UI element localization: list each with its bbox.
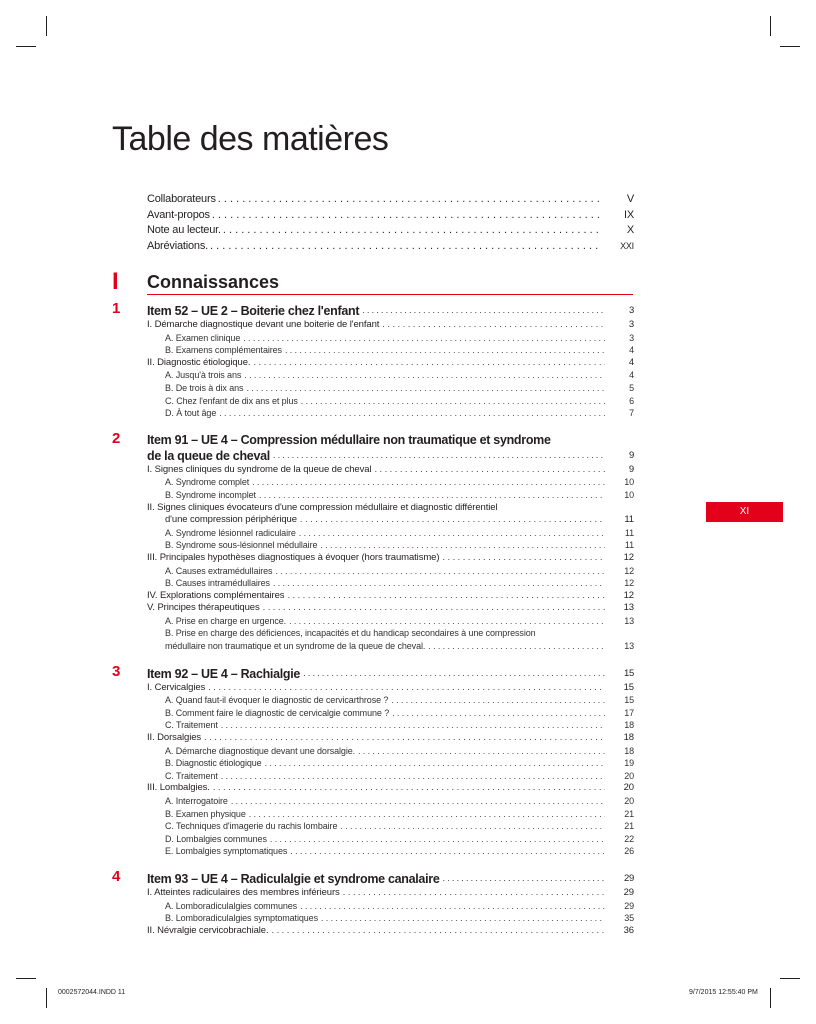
toc-entry-page: 12 bbox=[623, 551, 634, 563]
toc-entry-label: II. Dorsalgies bbox=[147, 732, 202, 744]
spacer bbox=[147, 653, 634, 666]
dot-leader bbox=[289, 615, 605, 628]
dot-leader bbox=[259, 489, 605, 502]
dot-leader bbox=[320, 539, 605, 552]
dot-leader bbox=[321, 912, 605, 925]
dot-leader bbox=[300, 900, 605, 913]
dot-leader bbox=[213, 782, 605, 795]
dot-leader bbox=[300, 514, 605, 527]
toc-entry-label: A. Syndrome lésionnel radiculaire bbox=[165, 527, 296, 538]
chapter-number: 2 bbox=[112, 429, 121, 447]
toc-entry-label: C. Techniques d'imagerie du rachis lombaire bbox=[165, 821, 338, 832]
toc-entry-label: D. Lombalgies communes bbox=[165, 833, 267, 844]
chapter-title-line: Item 91 – UE 4 – Compression médullaire non traumatique et syndrome bbox=[147, 432, 551, 447]
toc-entry-page: 29 bbox=[624, 872, 634, 884]
toc-entry-label: A. Jusqu'à trois ans bbox=[165, 370, 242, 381]
front-matter-entry[interactable] bbox=[147, 209, 634, 225]
chapter-title[interactable] bbox=[147, 448, 634, 464]
dot-leader bbox=[244, 369, 605, 382]
dot-leader bbox=[231, 795, 605, 808]
front-matter-label: Avant-propos bbox=[147, 208, 210, 221]
toc-entry-label: de la queue de cheval bbox=[147, 448, 270, 463]
dot-leader bbox=[246, 382, 605, 395]
dot-leader bbox=[299, 527, 605, 540]
chapter-number: 3 bbox=[112, 662, 121, 680]
toc-entry-page: 18 bbox=[624, 720, 634, 731]
toc-entry[interactable] bbox=[147, 489, 634, 502]
toc-entry-page: 36 bbox=[623, 924, 634, 936]
toc-entry[interactable] bbox=[147, 369, 634, 382]
dot-leader bbox=[428, 640, 605, 653]
toc-entry-label: I. Signes cliniques du syndrome de la queue de cheval bbox=[147, 463, 372, 475]
toc-entry-page: 3 bbox=[628, 319, 634, 330]
toc-entry[interactable] bbox=[147, 565, 634, 578]
page-title: Table des matières bbox=[112, 120, 389, 158]
chapter-number: 1 bbox=[112, 300, 121, 317]
dot-leader bbox=[442, 871, 605, 887]
front-matter-entry[interactable] bbox=[147, 240, 634, 256]
toc-entry-label: A. Syndrome complet bbox=[165, 477, 250, 488]
toc-entry-page: 10 bbox=[624, 477, 634, 488]
toc-entry[interactable] bbox=[147, 887, 634, 900]
chapter-title[interactable] bbox=[147, 303, 634, 319]
toc-entry[interactable] bbox=[147, 795, 634, 808]
dot-leader bbox=[253, 357, 605, 370]
chapter-number: 4 bbox=[112, 867, 121, 885]
dot-leader bbox=[273, 577, 605, 590]
toc-entry-label: Item 93 – UE 4 – Radiculalgie et syndrome canalaire bbox=[147, 871, 440, 886]
dot-leader bbox=[221, 719, 605, 732]
toc-entry-page: 11 bbox=[624, 514, 634, 526]
dot-leader bbox=[272, 925, 605, 938]
toc-entry[interactable] bbox=[147, 925, 634, 938]
toc-entry-page: 17 bbox=[624, 707, 634, 718]
toc-entry-label: D. À tout âge bbox=[165, 408, 217, 419]
crop-mark bbox=[780, 978, 800, 979]
toc-entry-page: 22 bbox=[624, 833, 634, 844]
toc-entry-page: 35 bbox=[624, 913, 634, 924]
dot-leader bbox=[442, 552, 605, 565]
dot-leader bbox=[374, 464, 605, 477]
toc-entry[interactable] bbox=[147, 782, 634, 795]
front-matter-page: X bbox=[626, 224, 634, 236]
front-matter-page: V bbox=[626, 193, 634, 205]
toc-entry[interactable] bbox=[147, 694, 634, 707]
dot-leader bbox=[219, 407, 605, 420]
toc-entry-label: IV. Explorations complémentaires bbox=[147, 589, 285, 601]
toc-entry-label: E. Lombalgies symptomatiques bbox=[165, 846, 288, 857]
toc-entry-page: 5 bbox=[629, 382, 634, 393]
dot-leader bbox=[263, 602, 605, 615]
footer-file-info: 0002572044.INDD 11 bbox=[58, 989, 126, 996]
toc-entry-label: A. Examen clinique bbox=[165, 332, 241, 343]
toc-entry-page: 29 bbox=[623, 886, 634, 898]
toc-entry[interactable] bbox=[147, 820, 634, 833]
toc-entry-page: 26 bbox=[624, 846, 634, 857]
toc-entry-label: B. Comment faire le diagnostic de cervicalgie commune ? bbox=[165, 707, 390, 718]
dot-leader bbox=[243, 332, 605, 345]
toc-entry[interactable] bbox=[147, 912, 634, 925]
toc-entry-label: médullaire non traumatique et un syndrome de la queue de cheval. bbox=[165, 641, 426, 652]
dot-leader bbox=[223, 224, 602, 236]
toc-entry[interactable] bbox=[147, 590, 634, 603]
toc-entry-line: II. Signes cliniques évocateurs d'une compression médullaire et diagnostic différentiel bbox=[147, 501, 498, 513]
toc-entry[interactable] bbox=[147, 682, 634, 695]
toc-entry[interactable] bbox=[147, 357, 634, 370]
toc-entry[interactable] bbox=[147, 319, 634, 332]
toc-entry[interactable] bbox=[147, 527, 634, 540]
chapter-item bbox=[112, 429, 634, 653]
dot-leader bbox=[208, 682, 605, 695]
toc-entry-page: 15 bbox=[624, 667, 634, 679]
toc-entry-label: B. Examens complémentaires bbox=[165, 345, 282, 356]
toc-entry[interactable] bbox=[147, 552, 634, 565]
toc-entry[interactable] bbox=[147, 615, 634, 628]
toc-entry-page: 13 bbox=[623, 602, 634, 614]
toc-entry-label: A. Interrogatoire bbox=[165, 796, 228, 806]
front-matter-entry[interactable] bbox=[147, 193, 634, 209]
toc-entry-page: 15 bbox=[624, 695, 634, 706]
dot-leader bbox=[273, 448, 605, 464]
spacer bbox=[147, 420, 634, 433]
toc-entry-page: 21 bbox=[624, 808, 634, 819]
toc-entry-page: 20 bbox=[623, 782, 634, 794]
front-matter-entry[interactable] bbox=[147, 224, 634, 240]
front-matter-label: Note au lecteur. bbox=[147, 224, 221, 236]
chapter-title[interactable] bbox=[147, 871, 634, 887]
toc-entry-label: B. Lomboradiculalgies symptomatiques bbox=[165, 913, 318, 924]
crop-mark bbox=[770, 16, 771, 36]
toc-entry-page: 29 bbox=[624, 900, 634, 911]
chapter-item bbox=[112, 867, 634, 937]
toc-entry-label: B. Syndrome incomplet bbox=[165, 489, 256, 500]
toc-entry-label: A. Quand faut-il évoquer le diagnostic de cervicarthrose ? bbox=[165, 695, 389, 706]
toc-entry-page: 11 bbox=[624, 527, 634, 538]
crop-mark bbox=[46, 16, 47, 36]
toc-entry-page: 3 bbox=[629, 305, 634, 316]
toc-entry[interactable] bbox=[147, 845, 634, 858]
toc-entry[interactable] bbox=[147, 382, 634, 395]
toc-entry-page: 4 bbox=[628, 356, 634, 368]
footer-timestamp: 9/7/2015 12:55:40 PM bbox=[689, 989, 758, 996]
toc-entry-page: 20 bbox=[624, 796, 634, 806]
dot-leader bbox=[358, 745, 605, 758]
toc-entry-page: 10 bbox=[624, 489, 634, 500]
toc-entry-label: II. Névralgie cervicobrachiale. bbox=[147, 924, 269, 936]
dot-leader bbox=[392, 707, 605, 720]
toc-entry[interactable] bbox=[147, 732, 634, 745]
toc-entry-page: 7 bbox=[629, 408, 634, 419]
toc-entry[interactable] bbox=[147, 770, 634, 783]
crop-mark bbox=[16, 978, 36, 979]
toc-entry-page: 9 bbox=[628, 463, 634, 475]
toc-entry-label: II. Diagnostic étiologique. bbox=[147, 356, 251, 368]
toc-entry[interactable] bbox=[147, 476, 634, 489]
toc-entry-label: B. Causes intramédullaires bbox=[165, 578, 270, 589]
dot-leader bbox=[340, 820, 605, 833]
part-title: Connaissances bbox=[147, 272, 280, 292]
toc-entry-label: I. Atteintes radiculaires des membres inférieurs bbox=[147, 886, 340, 898]
dot-leader bbox=[265, 757, 605, 770]
toc-entry[interactable] bbox=[147, 407, 634, 420]
chapter-title[interactable] bbox=[147, 666, 634, 682]
front-matter-label: Collaborateurs bbox=[147, 193, 216, 205]
part-number: I bbox=[112, 268, 119, 295]
dot-leader bbox=[303, 666, 605, 682]
toc-entry-label: A. Prise en charge en urgence. bbox=[165, 615, 287, 626]
toc-entry-label: Item 92 – UE 4 – Rachialgie bbox=[147, 666, 301, 681]
toc-entry-page: 21 bbox=[624, 821, 634, 832]
front-matter-page: XXI bbox=[620, 240, 634, 251]
toc-entry-label: C. Traitement bbox=[165, 720, 218, 731]
toc-entry-label: B. Examen physique bbox=[165, 808, 246, 819]
toc-entry-label: C. Chez l'enfant de dix ans et plus bbox=[165, 395, 298, 406]
toc-entry[interactable] bbox=[147, 833, 634, 846]
dot-leader bbox=[204, 732, 605, 745]
spacer bbox=[147, 858, 634, 871]
part-divider bbox=[147, 294, 633, 295]
toc-entry-page: 19 bbox=[624, 758, 634, 769]
toc-entry-label: A. Lomboradiculalgies communes bbox=[165, 900, 298, 911]
toc-entry-label: Item 52 – UE 2 – Boiterie chez l'enfant bbox=[147, 304, 360, 318]
dot-leader bbox=[249, 808, 605, 821]
toc-entry[interactable] bbox=[147, 395, 634, 408]
toc-entry[interactable] bbox=[147, 602, 634, 615]
dot-leader bbox=[270, 833, 605, 846]
toc-entry-label: d'une compression périphérique bbox=[165, 514, 297, 526]
toc-entry-page: 6 bbox=[629, 395, 634, 406]
toc-entry[interactable] bbox=[147, 707, 634, 720]
toc-entry-page: 11 bbox=[624, 540, 634, 551]
toc-entry-page: 3 bbox=[629, 332, 634, 343]
toc-entry-label: V. Principes thérapeutiques bbox=[147, 602, 260, 614]
crop-mark bbox=[780, 46, 800, 47]
toc-entry[interactable] bbox=[147, 577, 634, 590]
dot-leader bbox=[218, 193, 602, 205]
toc-entry[interactable] bbox=[147, 900, 634, 913]
toc-entry-page: 18 bbox=[624, 745, 634, 756]
dot-leader bbox=[285, 344, 605, 357]
front-matter-page: IX bbox=[624, 208, 634, 221]
chapter-item bbox=[112, 662, 634, 858]
toc-entry-label: I. Cervicalgies bbox=[147, 681, 206, 693]
toc-entry[interactable] bbox=[147, 808, 634, 821]
toc-entry-label: B. De trois à dix ans bbox=[165, 382, 244, 393]
toc-entry-label: I. Démarche diagnostique devant une boiterie de l'enfant bbox=[147, 319, 380, 330]
toc-entry-page: 4 bbox=[629, 345, 634, 356]
table-of-contents bbox=[112, 300, 634, 937]
toc-entry-page: 20 bbox=[624, 770, 634, 781]
chapter-item bbox=[112, 300, 634, 420]
dot-leader bbox=[362, 303, 605, 319]
toc-entry-page: 12 bbox=[624, 578, 634, 589]
toc-entry-page: 15 bbox=[623, 681, 634, 693]
dot-leader bbox=[212, 209, 602, 221]
toc-entry-page: 12 bbox=[624, 565, 634, 576]
toc-entry[interactable] bbox=[147, 640, 634, 653]
dot-leader bbox=[290, 845, 605, 858]
toc-entry-page: 4 bbox=[629, 370, 634, 381]
dot-leader bbox=[382, 319, 605, 332]
toc-entry[interactable] bbox=[147, 344, 634, 357]
dot-leader bbox=[252, 476, 605, 489]
crop-mark bbox=[16, 46, 36, 47]
toc-entry[interactable] bbox=[147, 719, 634, 732]
dot-leader bbox=[287, 590, 605, 603]
toc-entry-label: B. Diagnostic étiologique bbox=[165, 758, 262, 769]
crop-mark bbox=[770, 988, 771, 1008]
toc-entry[interactable] bbox=[147, 539, 634, 552]
dot-leader bbox=[301, 395, 605, 408]
toc-entry-page: 18 bbox=[623, 732, 634, 744]
dot-leader bbox=[343, 887, 605, 900]
toc-entry[interactable] bbox=[147, 745, 634, 758]
toc-entry-page: 12 bbox=[623, 589, 634, 601]
toc-entry-page: 13 bbox=[624, 641, 634, 652]
page-number-tab: XI bbox=[706, 502, 783, 522]
toc-entry-label: A. Causes extramédullaires bbox=[165, 565, 273, 576]
toc-entry-page: 13 bbox=[624, 615, 634, 626]
toc-entry-label: B. Syndrome sous-lésionnel médullaire bbox=[165, 540, 318, 551]
toc-entry-label: III. Principales hypothèses diagnostiques à évoquer (hors traumatisme) bbox=[147, 551, 440, 563]
toc-entry-label: III. Lombalgies. bbox=[147, 782, 210, 794]
dot-leader bbox=[391, 694, 605, 707]
toc-entry[interactable] bbox=[147, 464, 634, 477]
toc-entry[interactable] bbox=[147, 332, 634, 345]
front-matter-label: Abréviations. bbox=[147, 239, 208, 252]
toc-entry-line: B. Prise en charge des déficiences, incapacités et du handicap secondaires à une compression bbox=[165, 628, 536, 639]
toc-entry[interactable] bbox=[147, 514, 634, 527]
dot-leader bbox=[275, 565, 605, 578]
toc-entry[interactable] bbox=[147, 757, 634, 770]
toc-entry-page: 9 bbox=[629, 449, 634, 461]
toc-entry-label: A. Démarche diagnostique devant une dorsalgie. bbox=[165, 745, 356, 756]
dot-leader bbox=[210, 240, 602, 252]
toc-entry-label: C. Traitement bbox=[165, 770, 218, 781]
front-matter-list bbox=[147, 193, 634, 255]
dot-leader bbox=[221, 770, 605, 783]
crop-mark bbox=[46, 988, 47, 1008]
